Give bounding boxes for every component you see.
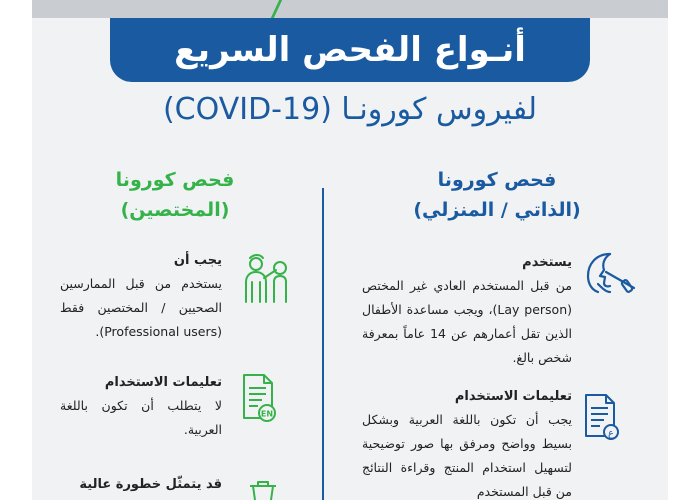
home-test-heading <box>372 165 622 225</box>
page-subtitle: لفيروس كورونـا (COVID-19) <box>162 92 538 127</box>
svg-text:EN: EN <box>260 409 274 419</box>
home-instructions-text: يجب أن تكون باللغة العربية وبشكل بسيط وواضح ومرفق بها صور توضيحية لتسهيل استخدام المنتج وقراءة النتائج من قبل المستخدم <box>362 412 572 499</box>
professional-test-heading-line2: (المختصين) <box>120 199 230 221</box>
document-english-icon <box>240 372 280 424</box>
professional-usage-title: يجب أن <box>173 253 222 268</box>
column-divider <box>322 188 324 500</box>
page-title: أنـواع الفحص السريع <box>174 30 526 70</box>
professional-swab-icon <box>238 252 290 304</box>
professional-test-heading <box>50 165 300 225</box>
home-usage-title: يستخدم <box>522 255 572 270</box>
professional-instructions-text: لا يتطلب أن تكون باللغة العربية. <box>60 398 222 437</box>
green-accent-line <box>261 0 282 18</box>
top-photo-strip <box>32 0 668 18</box>
home-instructions-title: تعليمات الاستخدام <box>454 389 572 404</box>
home-test-heading-line1: فحص كورونا <box>437 169 557 191</box>
professional-section-instructions <box>60 372 222 442</box>
professional-risk-title: قد يتمثّل خطورة عالية <box>79 477 222 492</box>
document-arabic-icon <box>582 392 622 442</box>
biohazard-bin-icon <box>246 478 280 500</box>
professional-test-heading-line1: فحص كورونا <box>115 169 235 191</box>
professional-instructions-title: تعليمات الاستخدام <box>104 375 222 390</box>
professional-section-usage <box>60 250 222 344</box>
home-usage-text: من قبل المستخدم العادي غير المختص (Lay person)، ويجب مساعدة الأطفال الذين تقل أعمارهم عن 14 عاماً بمعرفة شخص بالغ. <box>362 278 573 365</box>
home-section-instructions <box>362 386 572 504</box>
professional-usage-text: يستخدم من قبل الممارسين الصحيين / المختصين فقط (Professional users). <box>60 276 222 339</box>
professional-section-risk <box>60 474 222 496</box>
swab-face-icon <box>580 250 636 296</box>
home-test-heading-line2: (الذاتي / المنزلي) <box>413 199 581 221</box>
svg-text:ع: ع <box>608 428 614 439</box>
title-banner <box>110 18 590 82</box>
home-section-usage <box>362 252 572 370</box>
